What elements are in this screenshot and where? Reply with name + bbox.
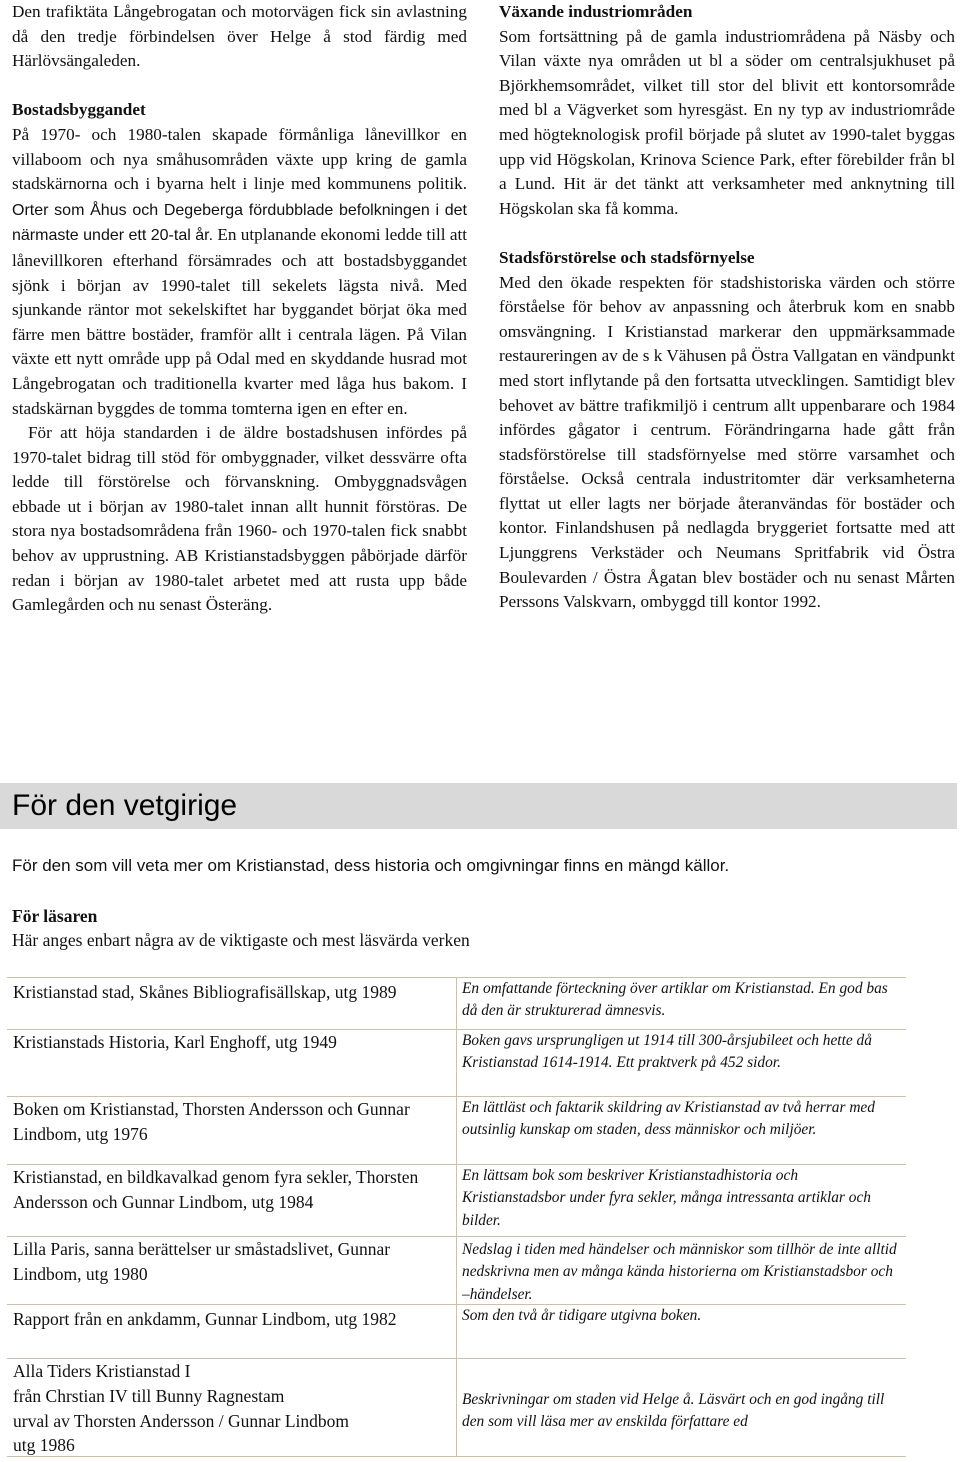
left-column: [12, 0, 467, 618]
book-title: Rapport från en ankdamm, Gunnar Lindbom, utg 1982: [13, 1309, 397, 1329]
table-row: [7, 1164, 906, 1237]
right-column: [499, 0, 955, 615]
book-title: Kristianstad stad, Skånes Bibliografisällskap, utg 1989: [13, 982, 397, 1002]
book-title-line: från Chrstian IV till Bunny Ragnestam: [13, 1385, 285, 1406]
paragraph-text-sans: Orter som Åhus och Degeberga fördubblade befolkningen i det närmaste under ett 20-tal år.: [12, 201, 467, 245]
book-table: [7, 977, 906, 1457]
book-description: Beskrivningar om staden vid Helge å. Läsvärt och en god ingång till den som vill läsa mer av enskilda författare ed: [462, 1391, 885, 1431]
paragraph-bostadsbyggandet: [12, 123, 467, 421]
table-row: [7, 1304, 906, 1359]
book-description: En lättläst och faktarik skildring av Kristianstad av två herrar med outsinlig kunskap om staden, dess människor och miljöer.: [462, 1099, 875, 1139]
book-description: En lättsam bok som beskriver Kristianstadhistoria och Kristianstadsbor under fyra sekler, många intressanta artiklar och bilder.: [462, 1167, 871, 1229]
table-row: [7, 1236, 906, 1305]
paragraph-text: På 1970- och 1980-talen skapade förmånliga lånevillkor en villaboom och nya småhusområden växte upp kring de gamla stadskärnorna och i byarna helt i linje med kommunens politik.: [12, 124, 467, 194]
book-description: Boken gavs ursprungligen ut 1914 till 300-årsjubileet och hette då Kristianstad 1614-1914. Ett praktverk på 452 sidor.: [462, 1032, 872, 1072]
heading-industriomraden: Växande industriområden: [499, 2, 693, 21]
book-title: Boken om Kristianstad, Thorsten Andersson och Gunnar Lindbom, utg 1976: [13, 1099, 410, 1144]
paragraph-text: En utplanande ekonomi ledde till att lånevillkoren efterhand försämrades och att bostadsbyggandet sjönk i början av 1990-talet till sekelets lägsta nivå. Med sjunkande räntor mot sekelskiftet har byggandet börjat öka med färre men bättre bostäder, framför allt i centrala lägen. På Vilan växte ett nytt område upp på Odal med en skyddande husrad mot Långebrogatan och traditionella kvarter med låga hus bakom. I stadskärnan byggdes de tomma tomterna igen en efter en.: [12, 225, 467, 418]
section-intro: För den som vill veta mer om Kristianstad, dess historia och omgivningar finns en mängd källor.: [12, 856, 730, 875]
paragraph-industriomraden: Som fortsättning på de gamla industriområdena på Näsby och Vilan växte nya områden ut bl a söder om centralsjukhuset på Björkhemsområdet, vilket till stor del blivit ett kontorsområde med bl a Vägverket som hyresgäst. En ny typ av industriområde med högteknologisk profil började på slutet av 1990-talet byggas upp vid Högskolan, Krinova Science Park, efter förebilder från bl a Lund. Hit är det tänkt att verksamheter med anknytning till Högskolan ska få komma.: [499, 26, 955, 218]
book-title-line: Alla Tiders Kristianstad I: [13, 1361, 191, 1381]
heading-bostadsbyggandet: Bostadsbyggandet: [12, 100, 146, 120]
paragraph-stadsfornyelse: Med den ökade respekten för stadshistoriska värden och större förståelse för behov av anpassning och återbruk kom en snabb omsvängning. I Kristianstad markerar den uppmärksammade restaureringen av de s k Vähusen på Östra Vallgatan en vändpunkt med stort inflytande på den fortsatta utvecklingen. Samtidigt blev behovet av bättre trafikmiljö i centrum allt uppenbarare och 1984 infördes gågator i centrum. Förändringarna hade gått från stadsförstörelse till stadsförnyelse med större varsamhet och förståelse. Också centrala industritomter där verksamheterna flyttat ut eller lagts ner började återanvändas för bostäder och kontor. Finlandshusen på nedlagda bryggeriet fortsatte med att Ljunggrens Verkstäder och Neumans Spritfabrik vid Östra Boulevarden / Östra Ågatan blev bostäder och nu senast Mårten Perssons Valskvarn, ombyggd till kontor 1992.: [499, 272, 955, 612]
section-title: För den vetgirige: [12, 789, 238, 822]
book-title: Kristianstad, en bildkavalkad genom fyra sekler, Thorsten Andersson och Gunnar Lindbom, utg 1984: [13, 1167, 419, 1212]
book-description: Nedslag i tiden med händelser och människor som tillhör de inte alltid nedskrivna men av många kända historierna om Kristianstadsbor och –händelser.: [462, 1241, 897, 1303]
paragraph-standard: För att höja standarden i de äldre bostadshusen infördes på 1970-talet bidrag till stöd för ombyggnader, vilket dessvärre ofta ledde till förstörelse och förvanskning. Ombyggnadsvågen ebbade ut i början av 1980-talet innan allt hunnit förstöras. De stora nya bostadsområdena från 1960- och 1970-talen fick snabbt behov av upprustning. AB Kristianstadsbyggen påbörjade därför redan i början av 1980-talet arbetet med att rusta upp både Gamlegården och nu senast Österäng.: [12, 423, 467, 615]
article-columns: [12, 0, 958, 770]
reader-subheading: Här anges enbart några av de viktigaste och mest läsvärda verken: [12, 930, 470, 950]
book-title-line: utg 1986: [13, 1435, 75, 1456]
heading-stadsfornyelse: Stadsförstörelse och stadsförnyelse: [499, 247, 755, 267]
book-title: Lilla Paris, sanna berättelser ur småstadslivet, Gunnar Lindbom, utg 1980: [13, 1239, 391, 1284]
book-description: Som den två år tidigare utgivna boken.: [462, 1307, 702, 1324]
table-row: [7, 1096, 906, 1165]
table-row: [7, 978, 906, 1029]
book-title-line: urval av Thorsten Andersson / Gunnar Lindbom: [13, 1410, 350, 1431]
table-row: [7, 1029, 906, 1097]
table-row: [7, 1358, 906, 1457]
left-intro-paragraph: Den trafiktäta Långebrogatan och motorvägen fick sin avlastning då den tredje förbindelsen över Helge å stod färdig med Härlövsängaleden.: [12, 2, 467, 71]
book-title: [13, 1359, 443, 1458]
book-title: Kristianstads Historia, Karl Enghoff, utg 1949: [13, 1032, 337, 1052]
book-description: En omfattande förteckning över artiklar om Kristianstad. En god bas då den är strukturerad ämnesvis.: [462, 980, 888, 1020]
reader-heading: För läsaren: [12, 906, 98, 926]
